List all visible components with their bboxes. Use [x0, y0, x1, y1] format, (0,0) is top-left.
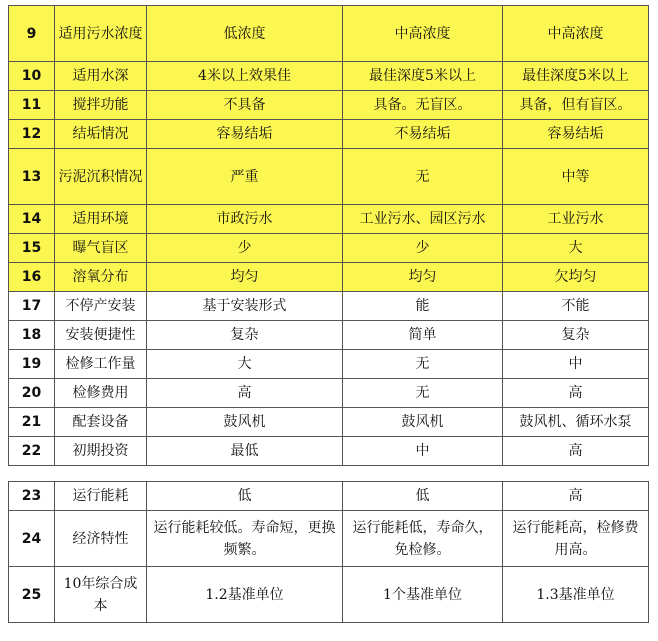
cell-col-a: 最低	[147, 437, 343, 466]
row-number: 24	[9, 511, 55, 567]
row-item-label: 检修工作量	[55, 350, 147, 379]
row-item-label: 适用水深	[55, 62, 147, 91]
row-number: 25	[9, 567, 55, 623]
cell-col-a: 1.2基准单位	[147, 567, 343, 623]
cell-col-c: 运行能耗高，检修费用高。	[503, 511, 649, 567]
cell-col-b: 中高浓度	[343, 6, 503, 62]
cell-col-b: 运行能耗低，寿命久，免检修。	[343, 511, 503, 567]
table-row	[9, 437, 649, 466]
table-row	[9, 6, 649, 62]
cell-col-c: 容易结垢	[503, 120, 649, 149]
cell-col-a: 运行能耗较低。寿命短，更换频繁。	[147, 511, 343, 567]
cell-col-b: 工业污水、园区污水	[343, 205, 503, 234]
row-item-label: 曝气盲区	[55, 234, 147, 263]
cell-col-a: 高	[147, 379, 343, 408]
cell-col-b: 无	[343, 379, 503, 408]
cell-col-b: 简单	[343, 321, 503, 350]
cell-col-b: 不易结垢	[343, 120, 503, 149]
cell-col-b: 无	[343, 149, 503, 205]
cell-col-b: 1个基准单位	[343, 567, 503, 623]
cell-col-a: 大	[147, 350, 343, 379]
cell-col-c: 高	[503, 482, 649, 511]
cell-col-c: 中等	[503, 149, 649, 205]
row-number: 10	[9, 62, 55, 91]
comparison-table-bottom	[8, 481, 649, 623]
row-number: 21	[9, 408, 55, 437]
row-number: 23	[9, 482, 55, 511]
cell-col-a: 不具备	[147, 91, 343, 120]
row-item-label: 安装便捷性	[55, 321, 147, 350]
cell-col-c: 具备，但有盲区。	[503, 91, 649, 120]
row-number: 17	[9, 292, 55, 321]
cell-col-b: 低	[343, 482, 503, 511]
table-row	[9, 482, 649, 511]
row-item-label: 污泥沉积情况	[55, 149, 147, 205]
table-row	[9, 350, 649, 379]
row-number: 16	[9, 263, 55, 292]
table-row	[9, 120, 649, 149]
cell-col-c: 不能	[503, 292, 649, 321]
row-item-label: 经济特性	[55, 511, 147, 567]
cell-col-b: 能	[343, 292, 503, 321]
cell-col-a: 严重	[147, 149, 343, 205]
cell-col-c: 1.3基准单位	[503, 567, 649, 623]
table-row	[9, 263, 649, 292]
cell-col-a: 4米以上效果佳	[147, 62, 343, 91]
row-item-label: 配套设备	[55, 408, 147, 437]
cell-col-a: 鼓风机	[147, 408, 343, 437]
cell-col-c: 高	[503, 437, 649, 466]
cell-col-a: 市政污水	[147, 205, 343, 234]
table-row	[9, 91, 649, 120]
table-row	[9, 234, 649, 263]
row-number: 15	[9, 234, 55, 263]
cell-col-c: 中	[503, 350, 649, 379]
table-row	[9, 408, 649, 437]
cell-col-c: 欠均匀	[503, 263, 649, 292]
table-row	[9, 321, 649, 350]
table-row	[9, 292, 649, 321]
row-number: 11	[9, 91, 55, 120]
row-item-label: 运行能耗	[55, 482, 147, 511]
cell-col-c: 工业污水	[503, 205, 649, 234]
comparison-table-top	[8, 5, 649, 466]
row-item-label: 10年综合成本	[55, 567, 147, 623]
cell-col-c: 大	[503, 234, 649, 263]
row-number: 22	[9, 437, 55, 466]
row-item-label: 适用环境	[55, 205, 147, 234]
table-row	[9, 149, 649, 205]
cell-col-c: 最佳深度5米以上	[503, 62, 649, 91]
cell-col-c: 复杂	[503, 321, 649, 350]
table-row	[9, 379, 649, 408]
cell-col-a: 少	[147, 234, 343, 263]
table-row	[9, 205, 649, 234]
cell-col-b: 中	[343, 437, 503, 466]
cell-col-c: 鼓风机、循环水泵	[503, 408, 649, 437]
cell-col-b: 鼓风机	[343, 408, 503, 437]
cell-col-a: 容易结垢	[147, 120, 343, 149]
row-item-label: 不停产安装	[55, 292, 147, 321]
cell-col-a: 低浓度	[147, 6, 343, 62]
cell-col-a: 低	[147, 482, 343, 511]
row-number: 12	[9, 120, 55, 149]
row-item-label: 溶氧分布	[55, 263, 147, 292]
row-number: 20	[9, 379, 55, 408]
row-number: 14	[9, 205, 55, 234]
cell-col-b: 具备。无盲区。	[343, 91, 503, 120]
row-number: 13	[9, 149, 55, 205]
row-item-label: 初期投资	[55, 437, 147, 466]
row-number: 18	[9, 321, 55, 350]
table-row	[9, 62, 649, 91]
row-item-label: 适用污水浓度	[55, 6, 147, 62]
cell-col-a: 基于安装形式	[147, 292, 343, 321]
cell-col-b: 均匀	[343, 263, 503, 292]
cell-col-b: 少	[343, 234, 503, 263]
cell-col-a: 复杂	[147, 321, 343, 350]
cell-col-b: 无	[343, 350, 503, 379]
row-item-label: 搅拌功能	[55, 91, 147, 120]
row-item-label: 检修费用	[55, 379, 147, 408]
table-row	[9, 511, 649, 567]
table-row	[9, 567, 649, 623]
cell-col-c: 高	[503, 379, 649, 408]
cell-col-c: 中高浓度	[503, 6, 649, 62]
row-number: 19	[9, 350, 55, 379]
row-item-label: 结垢情况	[55, 120, 147, 149]
row-number: 9	[9, 6, 55, 62]
cell-col-b: 最佳深度5米以上	[343, 62, 503, 91]
cell-col-a: 均匀	[147, 263, 343, 292]
